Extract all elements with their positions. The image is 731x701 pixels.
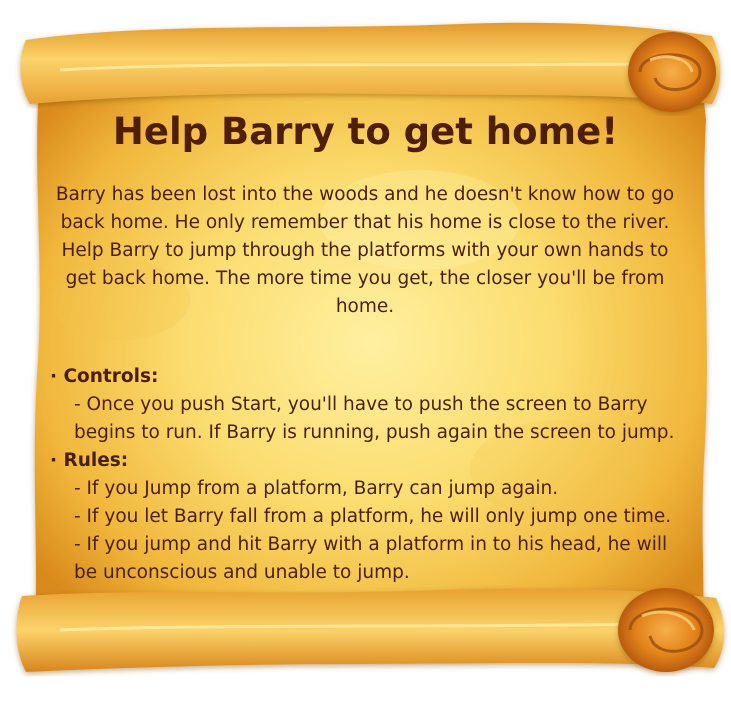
- controls-item: - Once you push Start, you'll have to push the screen to Barry begins to run. If Barry is running, push again the screen to jump.: [74, 394, 675, 443]
- rules-item: - If you jump and hit Barry with a platform in to his head, he will be unconscious and unable to jump.: [74, 534, 668, 583]
- intro-paragraph-2: Help Barry to jump through the platforms with your own hands to get back home. The more time you get, the closer you'll be from home.: [61, 240, 669, 317]
- controls-heading: · Controls:: [50, 366, 159, 387]
- intro-paragraph-1: Barry has been lost into the woods and he doesn't know how to go back home. He only remember that his home is close to the river.: [55, 184, 675, 233]
- rules-heading: · Rules:: [50, 450, 129, 471]
- rules-list: [74, 475, 684, 587]
- rules-item: - If you let Barry fall from a platform, he will only jump one time.: [74, 506, 672, 527]
- title: Help Barry to get home!: [112, 110, 619, 153]
- rules-item: - If you Jump from a platform, Barry can jump again.: [74, 478, 559, 499]
- controls-list: [74, 391, 684, 447]
- intro-text: [52, 181, 678, 321]
